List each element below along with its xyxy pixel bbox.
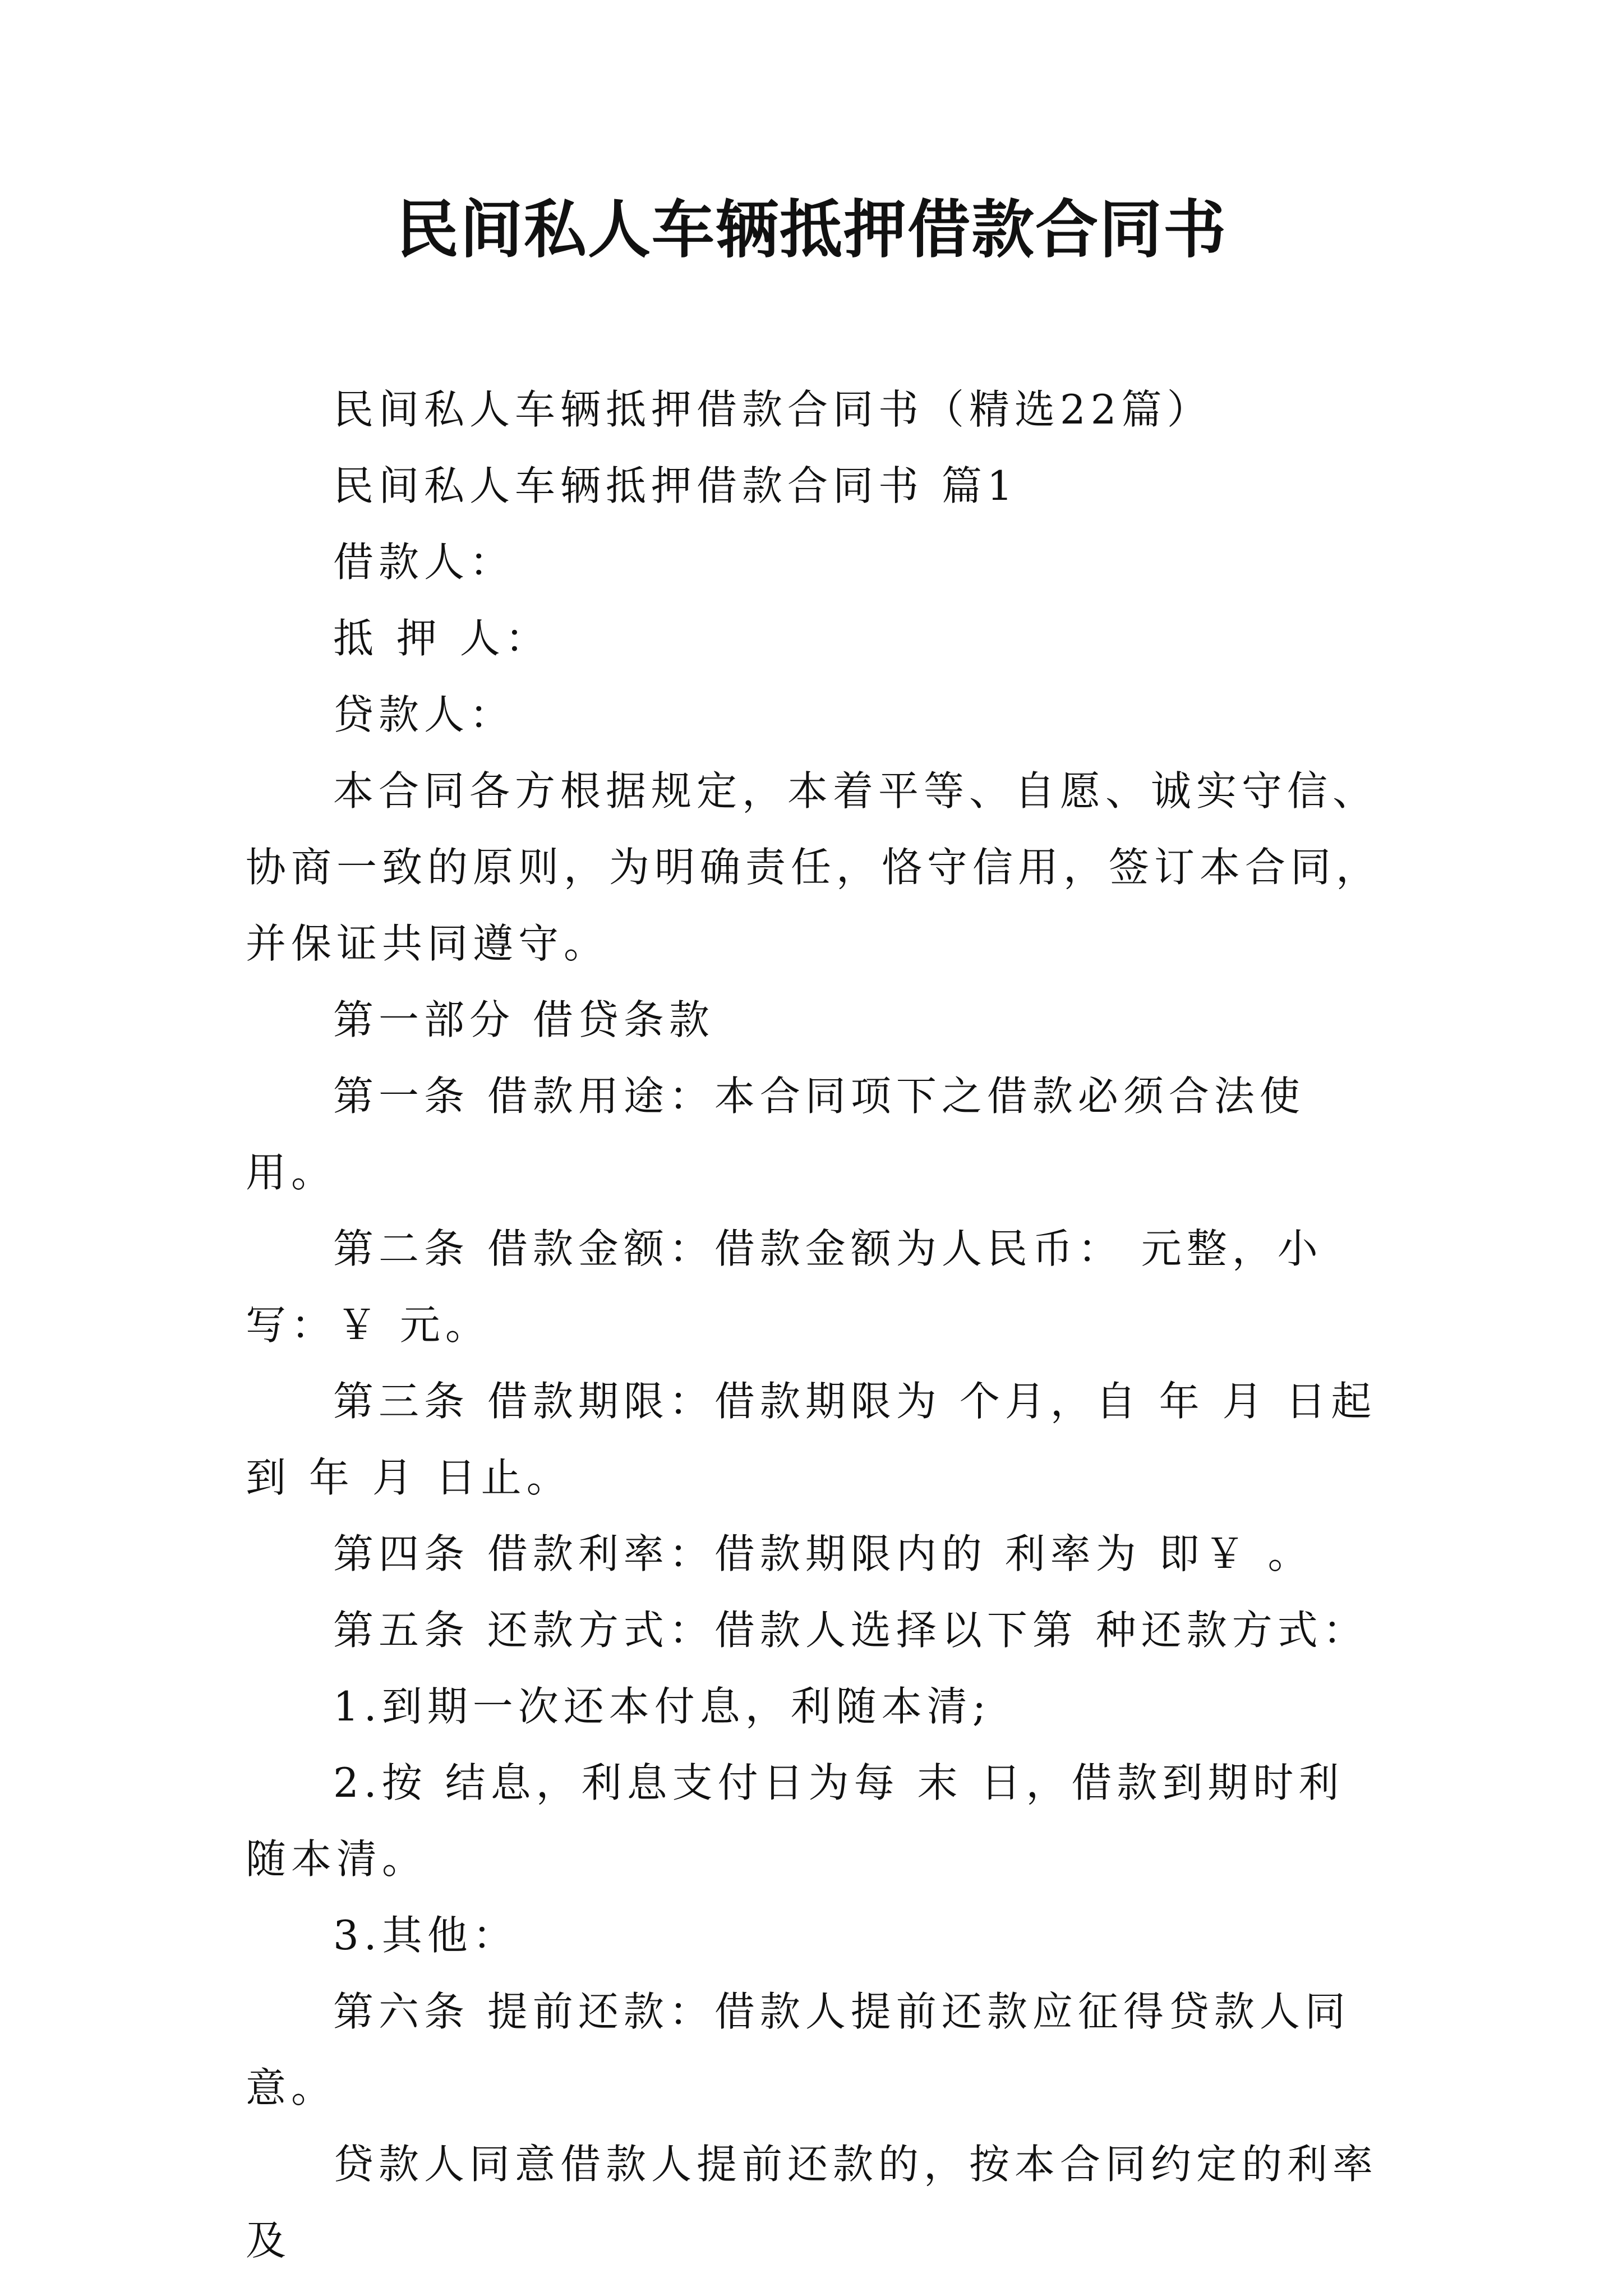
paragraph-article-5: 第五条 还款方式：借款人选择以下第 种还款方式： [333,1607,1368,1654]
paragraph-option-3: 3.其他： [333,1912,518,1959]
paragraph-option-2: 2.按 结息，利息支付日为每 末 日，借款到期时利随本清。 [246,1759,1344,1883]
paragraph-article-6: 第六条 提前还款：借款人提前还款应征得贷款人同意。 [246,1988,1350,2111]
paragraph-article-6-continued: 贷款人同意借款人提前还款的，按本合同约定的利率及 [246,2141,1378,2264]
paragraph-borrower: 借款人： [333,539,515,586]
paragraph-article-3: 第三条 借款期限：借款期限为 个月，自 年 月 日起到 年 月 日止。 [246,1378,1377,1501]
paragraph-option-1: 1.到期一次还本付息，利随本清; [333,1683,991,1730]
paragraph-section-heading: 民间私人车辆抵押借款合同书 篇1 [333,462,1018,509]
paragraph-article-1: 第一条 借款用途：本合同项下之借款必须合法使用。 [246,1073,1305,1196]
paragraph-subtitle: 民间私人车辆抵押借款合同书（精选22篇） [333,386,1212,433]
paragraph-part-one: 第一部分 借贷条款 [333,996,714,1043]
document-title: 民间私人车辆抵押借款合同书 [396,194,1227,266]
paragraph-mortgagor: 抵 押 人： [333,615,551,662]
paragraph-preamble: 本合同各方根据规定，本着平等、自愿、诚实守信、协商一致的原则，为明确责任，恪守信用，签订本合同，并保证共同遵守。 [246,767,1382,967]
paragraph-article-4: 第四条 借款利率：借款期限内的 利率为 即￥ 。 [333,1530,1313,1577]
paragraph-lender: 贷款人： [333,691,515,738]
document-body [246,371,1384,2279]
paragraph-article-2: 第二条 借款金额：借款金额为人民币： 元整，小写：￥ 元。 [246,1225,1323,1349]
